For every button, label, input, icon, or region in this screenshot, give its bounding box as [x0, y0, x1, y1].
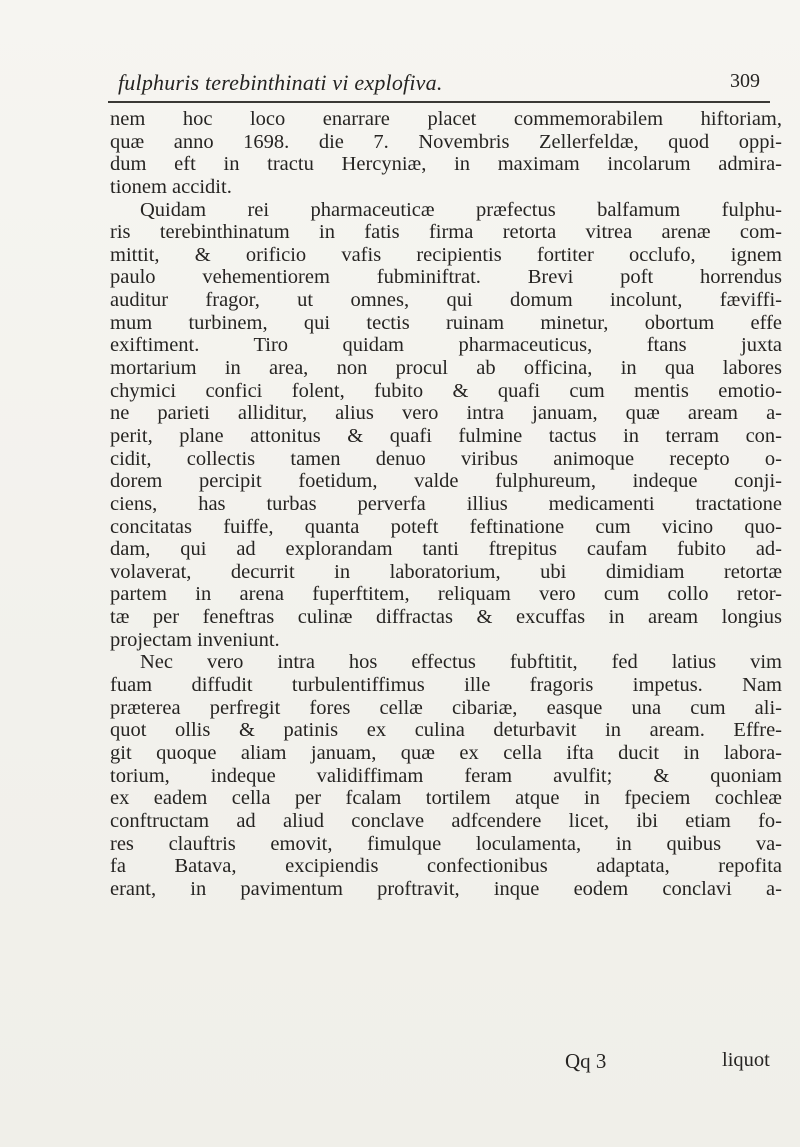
text-line: nem hoc loco enarrare placet commemorabilem hiftoriam,: [110, 108, 782, 130]
text-line: ex eadem cella per fcalam tortilem atque in fpeciem cochleæ: [110, 787, 782, 810]
text-line: conftructam ad aliud conclave adfcendere licet, ibi etiam fo-: [110, 809, 782, 832]
text-line: quæ anno 1698. die 7. Novembris Zellerfeldæ, quod oppi-: [110, 130, 782, 153]
text-line: torium, indeque validiffimam feram avulfit; & quoniam: [110, 764, 782, 787]
catchword: liquot: [722, 1049, 770, 1071]
text-line: ris terebinthinatum in fatis firma retorta vitrea arenæ com-: [110, 221, 782, 244]
page-number: 309: [730, 70, 760, 92]
header-rule: [108, 101, 770, 103]
running-head: fulphuris terebinthinati vi explofiva.: [118, 70, 443, 95]
text-line: Quidam rei pharmaceuticæ præfectus balfamum fulphu-: [140, 198, 782, 221]
text-line: paulo vehementiorem fubminiftrat. Brevi poft horrendus: [110, 266, 782, 289]
text-line: cidit, collectis tamen denuo viribus animoque recepto o-: [110, 447, 782, 470]
text-line: projectam inveniunt.: [110, 628, 280, 651]
text-line: præterea perfregit fores cellæ cibariæ, easque una cum ali-: [110, 696, 782, 719]
text-line: git quoque aliam januam, quæ ex cella ifta ducit in labora-: [110, 741, 782, 764]
text-line: mum turbinem, qui tectis ruinam minetur, obortum effe: [110, 311, 782, 334]
page-header: [108, 66, 768, 100]
text-line: dum eft in tractu Hercyniæ, in maximam incolarum admira-: [110, 153, 782, 176]
text-line: perit, plane attonitus & quafi fulmine tactus in terram con-: [110, 424, 782, 447]
text-line: dorem percipit foetidum, valde fulphureum, indeque conji-: [110, 470, 782, 493]
text-line: volaverat, decurrit in laboratorium, ubi dimidiam retortæ: [110, 560, 782, 583]
text-line: dam, qui ad explorandam tanti ftrepitus caufam fubito ad-: [110, 538, 782, 561]
text-line: tionem accidit.: [110, 175, 232, 198]
text-line: quot ollis & patinis ex culina deturbavit in aream. Effre-: [110, 719, 782, 742]
text-line: chymici confici folent, fubito & quafi cum mentis emotio-: [110, 379, 782, 402]
text-line: erant, in pavimentum proftravit, inque eodem conclavi a-: [110, 877, 782, 900]
page-footer: [110, 1049, 782, 1075]
text-line: ciens, has turbas perverfa illius medicamenti tractatione: [110, 492, 782, 515]
text-line: mittit, & orificio vafis recipientis fortiter occlufo, ignem: [110, 243, 782, 266]
text-line: fa Batava, excipiendis confectionibus adaptata, repofita: [110, 855, 782, 878]
text-line: fuam diffudit turbulentiffimus ille fragoris impetus. Nam: [110, 674, 782, 697]
text-line: Nec vero intra hos effectus fubftitit, fed latius vim: [140, 651, 782, 674]
text-line: mortarium in area, non procul ab officina, in qua labores: [110, 357, 782, 380]
text-line: res clauftris emovit, fimulque loculamenta, in quibus va-: [110, 832, 782, 855]
text-line: ne parieti alliditur, alius vero intra januam, quæ aream a-: [110, 402, 782, 425]
text-line: concitatas fuiffe, quanta poteft feftinatione cum vicino quo-: [110, 515, 782, 538]
body-text: [110, 108, 782, 900]
text-line: auditur fragor, ut omnes, qui domum incolunt, fæviffi-: [110, 289, 782, 312]
text-line: exiftiment. Tiro quidam pharmaceuticus, ftans juxta: [110, 334, 782, 357]
signature-mark: Qq 3: [565, 1049, 607, 1073]
text-line: tæ per feneftras culinæ diffractas & excuffas in aream longius: [110, 606, 782, 629]
text-line: partem in arena fuperftitem, reliquam vero cum collo retor-: [110, 583, 782, 606]
